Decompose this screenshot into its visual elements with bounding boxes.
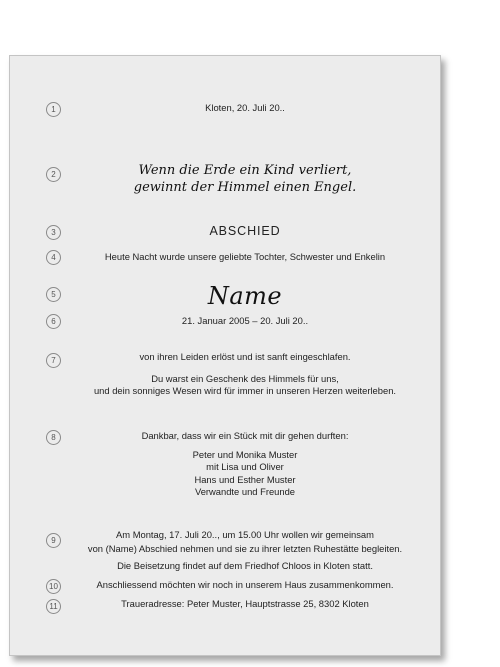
marker-8: 8 bbox=[46, 430, 61, 445]
marker-11: 11 bbox=[46, 599, 61, 614]
heading: ABSCHIED bbox=[209, 224, 281, 238]
mourner-2: mit Lisa und Oliver bbox=[206, 461, 284, 472]
marker-3: 3 bbox=[46, 225, 61, 240]
verse-line-2: gewinnt der Himmel einen Engel. bbox=[133, 180, 357, 195]
gathering-line: Anschliessend möchten wir noch in unserem Haus zusammenkommen. bbox=[96, 579, 394, 590]
intro-line: Heute Nacht wurde unsere geliebte Tochter, Schwester und Enkelin bbox=[104, 251, 386, 262]
mourner-1: Peter und Monika Muster bbox=[192, 449, 298, 460]
passing-line: von ihren Leiden erlöst und ist sanft eingeschlafen. bbox=[139, 351, 351, 362]
marker-7: 7 bbox=[46, 353, 61, 368]
address-line: Traueradresse: Peter Muster, Hauptstrasse 25, 8302 Kloten bbox=[121, 598, 369, 609]
marker-6: 6 bbox=[46, 314, 61, 329]
deceased-name: Name bbox=[207, 282, 283, 310]
life-dates: 21. Januar 2005 – 20. Juli 20.. bbox=[181, 315, 309, 326]
marker-9: 9 bbox=[46, 533, 61, 548]
marker-2: 2 bbox=[46, 167, 61, 182]
thanks-line: Dankbar, dass wir ein Stück mit dir gehen durften: bbox=[141, 430, 349, 441]
farewell-line-2: von (Name) Abschied nehmen und sie zu ihrer letzten Ruhestätte begleiten. bbox=[87, 543, 403, 554]
tribute-line-1: Du warst ein Geschenk des Himmels für uns, bbox=[151, 373, 339, 384]
marker-10: 10 bbox=[46, 579, 61, 594]
farewell-line-1: Am Montag, 17. Juli 20.., um 15.00 Uhr wollen wir gemeinsam bbox=[116, 529, 374, 540]
verse-line-1: Wenn die Erde ein Kind verliert, bbox=[138, 163, 352, 178]
mourner-3: Hans und Esther Muster bbox=[194, 474, 296, 485]
marker-4: 4 bbox=[46, 250, 61, 265]
marker-5: 5 bbox=[46, 287, 61, 302]
burial-line: Die Beisetzung findet auf dem Friedhof Chloos in Kloten statt. bbox=[117, 560, 373, 571]
place-date: Kloten, 20. Juli 20.. bbox=[205, 102, 285, 113]
mourner-4: Verwandte und Freunde bbox=[194, 486, 296, 497]
marker-1: 1 bbox=[46, 102, 61, 117]
tribute-line-2: und dein sonniges Wesen wird für immer in unseren Herzen weiterleben. bbox=[93, 385, 397, 396]
obituary-card bbox=[9, 55, 441, 656]
